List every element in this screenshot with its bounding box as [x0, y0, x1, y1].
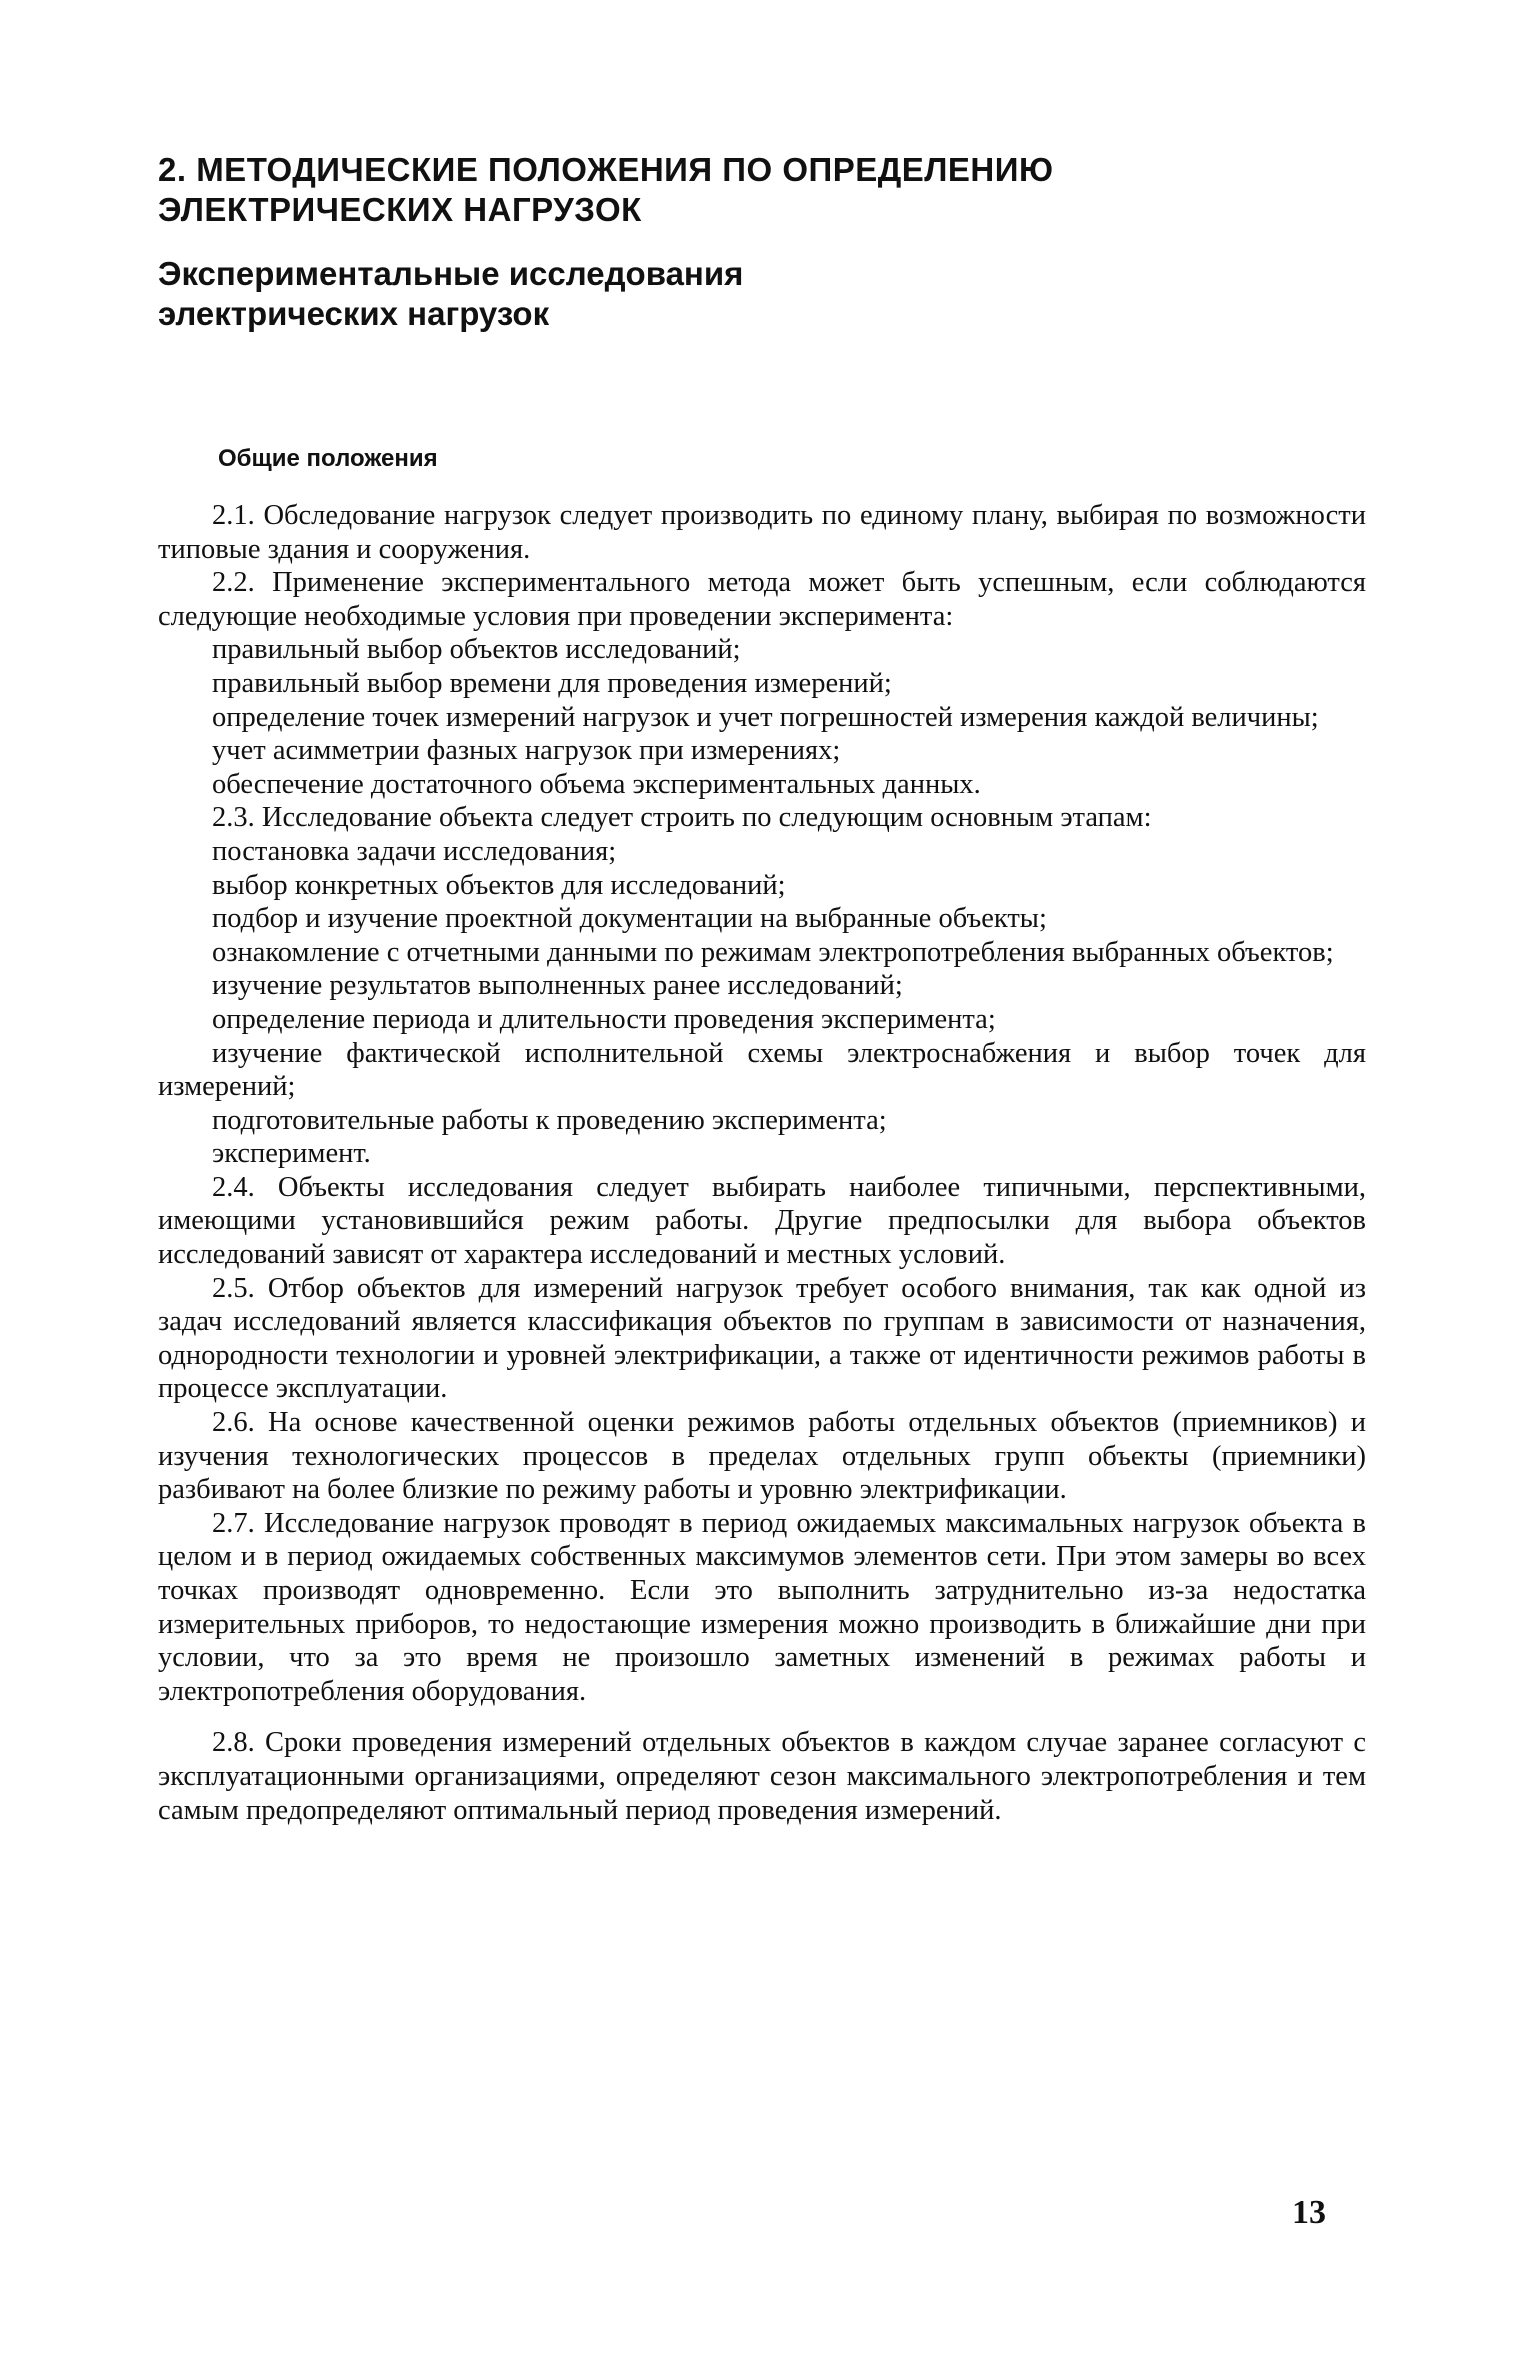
chapter-title-line-1: 2. МЕТОДИЧЕСКИЕ ПОЛОЖЕНИЯ ПО ОПРЕДЕЛЕНИЮ	[158, 151, 1054, 188]
list-item: выбор конкретных объектов для исследований;	[212, 869, 786, 901]
paragraph-2-5: 2.5. Отбор объектов для измерений нагрузок требует особого внимания, так как одной из задач исследований является классификация объектов по группам в зависимости от назначения, однородности технологии и уровней электрификации, а также от идентичности режимов работы в процессе эксплуатации.	[158, 1272, 1366, 1405]
list-item: постановка задачи исследования;	[212, 835, 617, 867]
list-item: изучение фактической исполнительной схемы электроснабжения и выбор точек для измерений;	[158, 1037, 1366, 1103]
section-title-line-1: Экспериментальные исследования	[158, 255, 744, 292]
paragraph-2-4: 2.4. Объекты исследования следует выбирать наиболее типичными, перспективными, имеющими установившийся режим работы. Другие предпосылки для выбора объектов исследований зависят от характера исследований и местных условий.	[158, 1171, 1366, 1271]
section-title-line-2: электрических нагрузок	[158, 295, 550, 332]
list-item: подготовительные работы к проведению эксперимента;	[212, 1104, 887, 1136]
list-item: эксперимент.	[212, 1138, 371, 1170]
paragraph-2-3: 2.3. Исследование объекта следует строить по следующим основным этапам:	[212, 802, 1152, 834]
list-item: ознакомление с отчетными данными по режимам электропотребления выбранных объектов;	[212, 936, 1334, 968]
paragraph-2-8: 2.8. Сроки проведения измерений отдельных объектов в каждом случае заранее согласуют с эксплуатационными организациями, определяют сезон максимального электропотребления и тем самым предопределяют оптимальный период проведения измерений.	[158, 1727, 1366, 1826]
paragraph-2-6: 2.6. На основе качественной оценки режимов работы отдельных объектов (приемников) и изучения технологических процессов в пределах отдельных групп объекты (приемники) разбивают на более близкие по режиму работы и уровню электрификации.	[158, 1407, 1366, 1506]
subsection-title: Общие положения	[218, 445, 438, 472]
page-number: 13	[1292, 2194, 1326, 2231]
section-title	[158, 254, 1366, 334]
paragraph-2-7: 2.7. Исследование нагрузок проводят в период ожидаемых максимальных нагрузок объекта в целом и в период ожидаемых собственных максимумов элементов сети. При этом замеры во всех точках производят одновременно. Если это выполнить затруднительно из-за недостатка измерительных приборов, то недостающие измерения можно производить в ближайшие дни при условии, что за это время не произошло заметных изменений в режимах работы и электропотребления оборудования.	[158, 1507, 1366, 1707]
paragraph-2-1: 2.1. Обследование нагрузок следует производить по единому плану, выбирая по возможности типовые здания и сооружения.	[158, 500, 1366, 565]
list-item: определение точек измерений нагрузок и учет погрешностей измерения каждой величины;	[212, 701, 1319, 733]
paragraph-2-2: 2.2. Применение экспериментального метода может быть успешным, если соблюдаются следующие необходимые условия при проведении эксперимента:	[158, 567, 1366, 632]
list-item: изучение результатов выполненных ранее исследований;	[212, 970, 903, 1002]
list-item: подбор и изучение проектной документации на выбранные объекты;	[212, 903, 1047, 935]
list-item: правильный выбор объектов исследований;	[212, 634, 741, 666]
chapter-title	[158, 150, 1366, 230]
body-text	[158, 499, 1366, 1827]
chapter-title-line-2: ЭЛЕКТРИЧЕСКИХ НАГРУЗОК	[158, 191, 642, 228]
list-item: определение периода и длительности проведения эксперимента;	[212, 1003, 996, 1035]
list-item: обеспечение достаточного объема экспериментальных данных.	[212, 768, 981, 800]
page-content	[158, 150, 1366, 1827]
list-item: учет асимметрии фазных нагрузок при измерениях;	[212, 735, 841, 767]
list-item: правильный выбор времени для проведения измерений;	[212, 667, 892, 699]
